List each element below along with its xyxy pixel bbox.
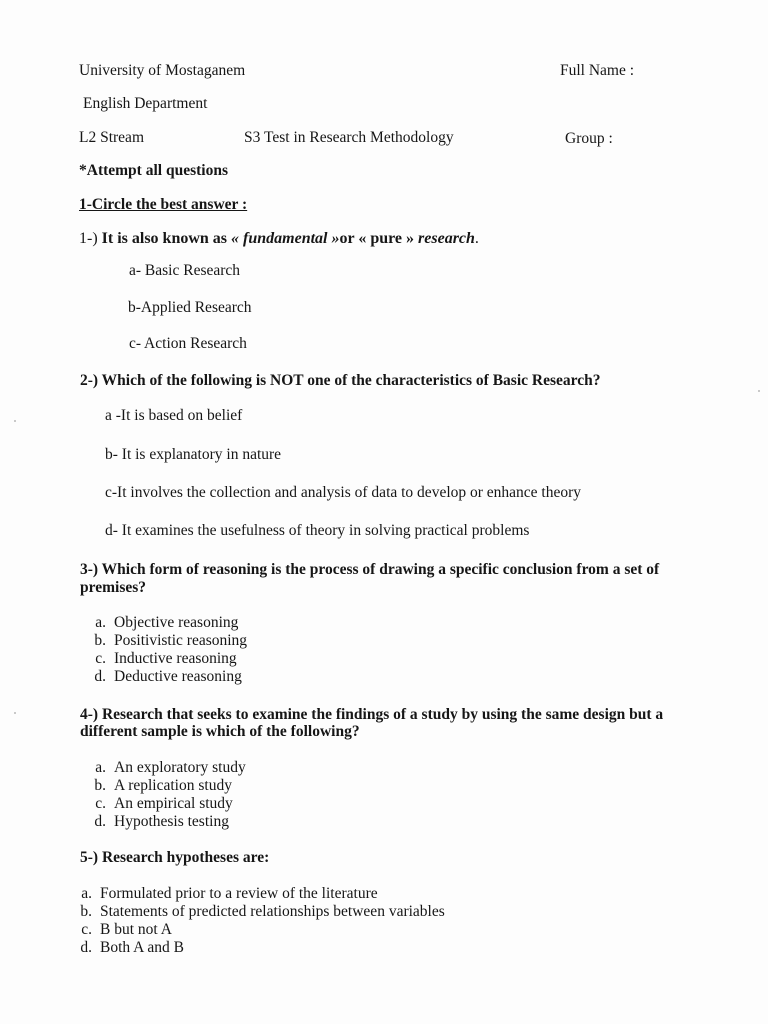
question-3-line-2: premises? [80, 579, 147, 596]
q5-option-text: Statements of predicted relationships between variables [100, 903, 445, 920]
test-title: S3 Test in Research Methodology [244, 129, 454, 146]
q3-option-text: Objective reasoning [114, 614, 239, 631]
q3-option-letter: a. [95, 614, 106, 631]
q5-option-text: Both A and B [100, 939, 184, 956]
question-1 [79, 230, 479, 248]
q4-option-a[interactable] [82, 759, 246, 777]
scan-speck [14, 712, 16, 714]
question-1-period: . [474, 230, 479, 247]
q2-option-d[interactable]: d- It examines the usefulness of theory in solving practical problems [105, 522, 530, 539]
q5-option-b[interactable] [68, 903, 445, 921]
question-5: 5-) Research hypotheses are: [80, 849, 270, 866]
question-2: 2-) Which of the following is NOT one of the characteristics of Basic Research? [80, 372, 601, 389]
q3-options [82, 614, 247, 686]
q2-option-a[interactable]: a -It is based on belief [105, 407, 243, 424]
q4-option-c[interactable] [82, 795, 246, 813]
question-1-fundamental: « fundamental » [231, 230, 340, 247]
q3-option-text: Deductive reasoning [114, 668, 242, 685]
q5-option-letter: c. [81, 921, 92, 938]
q4-option-letter: b. [94, 777, 106, 794]
q3-option-letter: c. [95, 650, 106, 667]
q5-option-letter: d. [80, 939, 92, 956]
q4-option-b[interactable] [82, 777, 246, 795]
q4-option-d[interactable] [82, 813, 246, 831]
q3-option-c[interactable] [82, 650, 247, 668]
q5-option-text: Formulated prior to a review of the literature [100, 885, 378, 902]
q4-option-letter: d. [94, 813, 106, 830]
question-3-line-1: 3-) Which form of reasoning is the process of drawing a specific conclusion from a set of [80, 561, 660, 578]
q2-option-c[interactable]: c-It involves the collection and analysis of data to develop or enhance theory [105, 484, 582, 501]
scan-speck [758, 390, 760, 392]
section-title: 1-Circle the best answer : [79, 196, 248, 213]
question-4-line-2: different sample is which of the following? [80, 723, 360, 740]
q5-option-d[interactable] [68, 939, 445, 957]
group-label: Group : [565, 130, 613, 147]
question-1-research: research [418, 230, 475, 247]
q4-option-text: An empirical study [114, 795, 233, 812]
q1-option-b[interactable]: b-Applied Research [128, 299, 252, 316]
q4-options [82, 759, 246, 831]
q4-option-text: Hypothesis testing [114, 813, 229, 830]
university-name: University of Mostaganem [79, 62, 246, 79]
q4-option-letter: c. [95, 795, 106, 812]
question-1-pure: or « pure » [339, 230, 419, 247]
q3-option-letter: b. [94, 632, 106, 649]
q5-option-letter: a. [81, 885, 92, 902]
full-name-label: Full Name : [560, 62, 635, 79]
q3-option-d[interactable] [82, 668, 247, 686]
q3-option-text: Positivistic reasoning [114, 632, 248, 649]
q4-option-letter: a. [95, 759, 106, 776]
q5-option-c[interactable] [68, 921, 445, 939]
q2-option-b[interactable]: b- It is explanatory in nature [105, 446, 282, 463]
q3-option-text: Inductive reasoning [114, 650, 237, 667]
stream-label: L2 Stream [79, 129, 144, 146]
question-4-line-1: 4-) Research that seeks to examine the findings of a study by using the same design but a [80, 706, 664, 723]
q4-option-text: A replication study [114, 777, 232, 794]
q1-option-c[interactable]: c- Action Research [129, 335, 247, 352]
q3-option-a[interactable] [82, 614, 247, 632]
q3-option-b[interactable] [82, 632, 247, 650]
q5-option-letter: b. [80, 903, 92, 920]
scan-speck [14, 420, 16, 422]
q5-option-a[interactable] [68, 885, 445, 903]
question-1-text: It is also known as [101, 230, 232, 247]
q4-option-text: An exploratory study [114, 759, 246, 776]
q5-option-text: B but not A [100, 921, 172, 938]
q5-options [68, 885, 445, 957]
department-name: English Department [83, 95, 208, 112]
q1-option-a[interactable]: a- Basic Research [129, 262, 241, 279]
question-1-number: 1-) [79, 230, 102, 247]
instructions: *Attempt all questions [79, 162, 228, 179]
q3-option-letter: d. [94, 668, 106, 685]
